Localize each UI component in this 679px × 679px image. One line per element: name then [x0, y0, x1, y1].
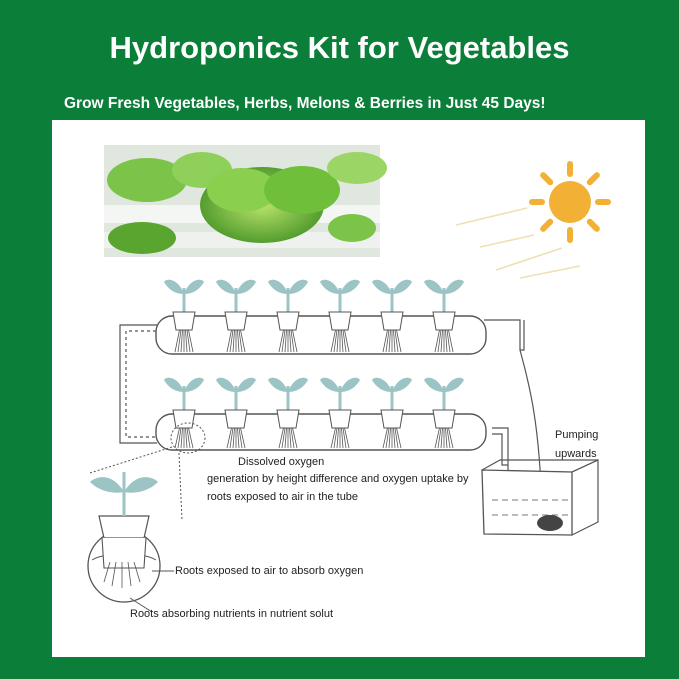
nutrient-reservoir — [482, 460, 598, 535]
page-title: Hydroponics Kit for Vegetables — [109, 30, 570, 65]
pump-icon — [537, 515, 563, 531]
sun-icon — [532, 164, 608, 240]
diagram-panel — [52, 120, 645, 657]
oxygen-generation-label-line1: generation by height difference and oxygen uptake by — [207, 473, 469, 485]
roots-air-label: Roots exposed to air to absorb oxygen — [175, 565, 364, 577]
lettuce-photo — [104, 145, 387, 257]
root-detail-view — [88, 472, 160, 602]
pumping-label-line1: Pumping — [555, 429, 599, 441]
roots-nutrients-label: Roots absorbing nutrients in nutrient solut — [130, 608, 334, 620]
pumping-label-line2: upwards — [555, 448, 597, 460]
hydroponics-diagram — [52, 120, 645, 657]
oxygen-generation-label-line2: roots exposed to air in the tube — [207, 491, 359, 503]
dissolved-oxygen-label: Dissolved oxygen — [238, 456, 325, 468]
page-subtitle: Grow Fresh Vegetables, Herbs, Melons & Berries in Just 45 Days! — [64, 95, 546, 112]
